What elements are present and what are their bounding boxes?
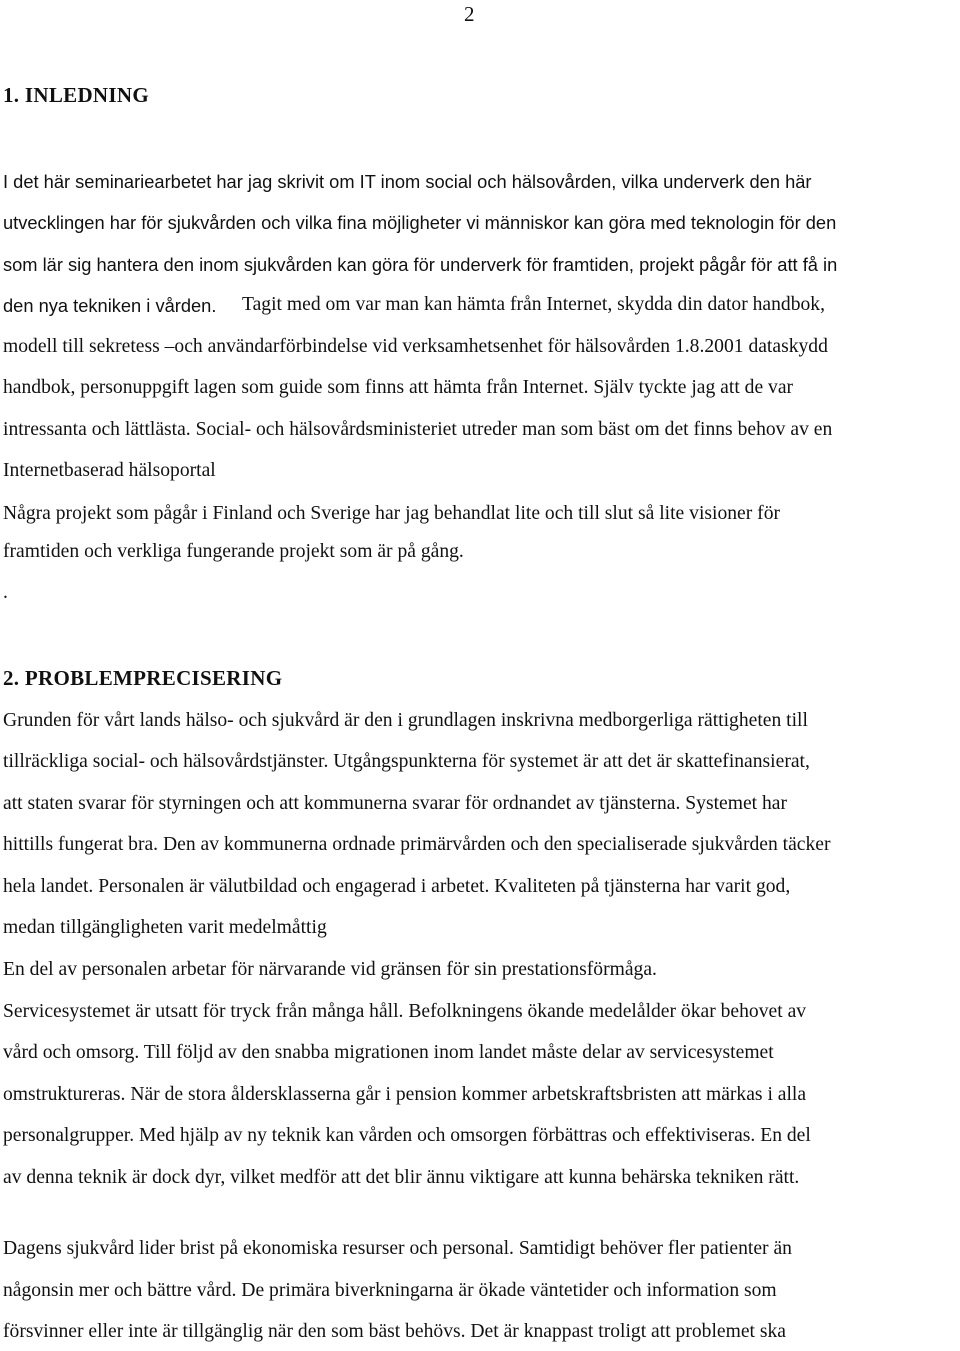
paragraph-line: I det här seminariearbetet har jag skrivit om IT inom social och hälsovården, vilka underverk den här [3,171,812,192]
paragraph-line: hela landet. Personalen är välutbildad och engagerad i arbetet. Kvaliteten på tjänsterna har varit god, [3,876,791,897]
paragraph-line: Internetbaserad hälsoportal [3,460,216,481]
paragraph-line: som lär sig hantera den inom sjukvården kan göra för underverk för framtiden, projekt pågår för att få in [3,254,838,275]
paragraph-line: framtiden och verkliga fungerande projekt som är på gång. [3,541,464,562]
paragraph-line: Några projekt som pågår i Finland och Sverige har jag behandlat lite och till slut så lite visioner för [3,503,781,524]
paragraph-line: intressanta och lättlästa. Social- och hälsovårdsministeriet utreder man som bäst om det finns behov av en [3,419,833,440]
paragraph-line: tillräckliga social- och hälsovårdstjänster. Utgångspunkterna för systemet är att det är skattefinansierat, [3,751,810,772]
paragraph-line: Dagens sjukvård lider brist på ekonomiska resurser och personal. Samtidigt behöver fler patienter än [3,1238,792,1259]
paragraph-line: medan tillgängligheten varit medelmåttig [3,917,327,938]
paragraph-line: av denna teknik är dock dyr, vilket medför att det blir ännu viktigare att kunna behärska tekniken rätt. [3,1167,800,1188]
paragraph-line: . [3,582,8,603]
paragraph-line: någonsin mer och bättre vård. De primära biverkningarna är ökade väntetider och information som [3,1280,777,1301]
paragraph-line: En del av personalen arbetar för närvarande vid gränsen för sin prestationsförmåga. [3,959,657,980]
paragraph-line: försvinner eller inte är tillgänglig när den som bäst behövs. Det är knappast troligt att problemet ska [3,1321,786,1342]
paragraph-line: att staten svarar för styrningen och att kommunerna svarar för ordnandet av tjänsterna. Systemet har [3,793,788,814]
paragraph-line: Grunden för vårt lands hälso- och sjukvård är den i grundlagen inskrivna medborgerliga rättigheten till [3,710,808,731]
paragraph-line: modell till sekretess –och användarförbindelse vid verksamhetsenhet för hälsovården 1.8.2001 dataskydd [3,336,828,357]
page-number: 2 [464,2,475,26]
paragraph-line: personalgrupper. Med hjälp av ny teknik kan vården och omsorgen förbättras och effektiviseras. En del [3,1125,811,1146]
paragraph-line: hittills fungerat bra. Den av kommunerna ordnade primärvården och den specialiserade sjukvården täcker [3,834,831,855]
paragraph-line: utvecklingen har för sjukvården och vilka fina möjligheter vi människor kan göra med teknologin för den [3,212,837,233]
paragraph-line: handbok, personuppgift lagen som guide som finns att hämta från Internet. Själv tyckte jag att de var [3,377,794,398]
paragraph-line: Servicesystemet är utsatt för tryck från många håll. Befolkningens ökande medelålder ökar behovet av [3,1001,807,1022]
paragraph-line: den nya tekniken i vården. [3,295,217,316]
section-heading-problemprecisering: 2. PROBLEMPRECISERING [3,666,283,690]
paragraph-line: Tagit med om var man kan hämta från Internet, skydda din dator handbok, [242,294,825,315]
paragraph-line: omstruktureras. När de stora åldersklasserna går i pension kommer arbetskraftsbristen att märkas i alla [3,1084,807,1105]
paragraph-line: vård och omsorg. Till följd av den snabba migrationen inom landet måste delar av servicesystemet [3,1042,774,1063]
section-heading-inledning: 1. INLEDNING [3,83,149,107]
